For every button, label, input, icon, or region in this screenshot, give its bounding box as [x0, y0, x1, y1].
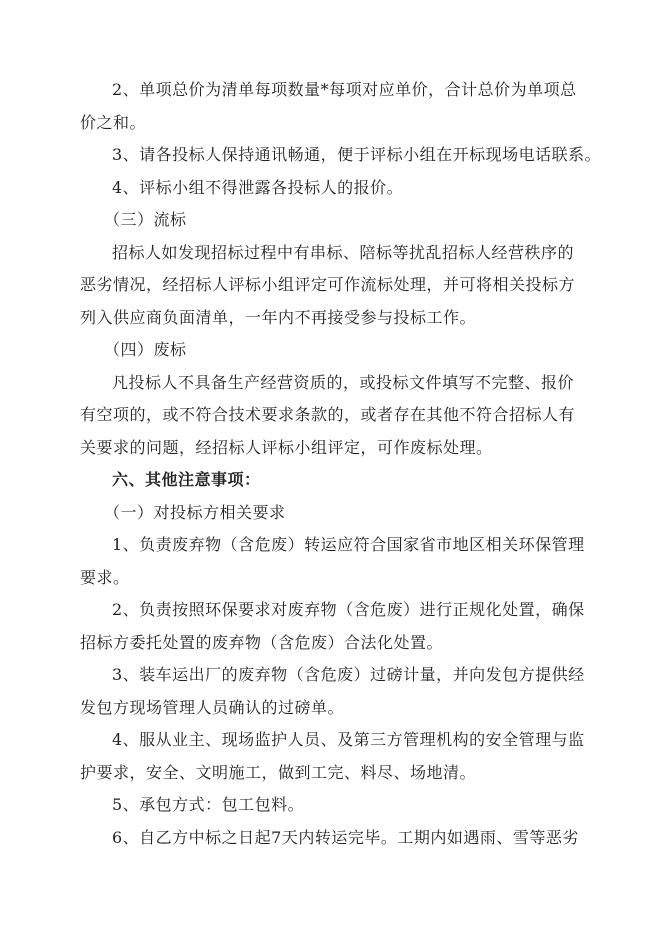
- req-1: [80, 529, 585, 594]
- req-5: [80, 789, 566, 822]
- section-3-heading: [80, 204, 566, 237]
- text-line: 6、自乙方中标之日起7天内转运完毕。工期内如遇雨、雪等恶劣: [112, 827, 579, 847]
- text-line: 3、装车运出厂的废弃物（含危废）过磅计量，并向发包方提供经: [112, 665, 585, 684]
- failed-bid-paragraph: [80, 237, 576, 335]
- text-line: 凡投标人不具备生产经营资质的，或投标文件填写不完整、报价: [112, 372, 575, 392]
- req-3: [80, 659, 585, 724]
- text-line: 2、负责按照环保要求对废弃物（含危废）进行正规化处置，确保: [112, 600, 585, 619]
- req-2: [80, 594, 585, 659]
- text-line: （一）对投标方相关要求: [104, 502, 286, 522]
- text-line: 要求。: [80, 567, 130, 587]
- text-line: （四）废标: [104, 340, 187, 359]
- req-6: [80, 822, 579, 855]
- text-line: 恶劣情况，经招标人评标小组评定可作流标处理，并可将相关投标方: [80, 275, 576, 294]
- section-4-heading: [80, 334, 566, 367]
- document-page: [80, 74, 602, 854]
- text-line: 护要求，安全、文明施工，做到工完、料尽、场地清。: [80, 762, 477, 782]
- text-line: 4、评标小组不得泄露各投标人的报价。: [112, 177, 404, 197]
- item-4-confidentiality: [80, 172, 566, 205]
- text-line: 2、单项总价为清单每项数量*每项对应单价，合计总价为单项总: [112, 80, 577, 99]
- chapter-6-heading: [80, 464, 566, 497]
- item-2-total-price: [80, 74, 577, 139]
- text-line: 六、其他注意事项：: [112, 470, 261, 489]
- subsection-1-heading: [80, 497, 566, 530]
- text-line: 关要求的问题，经招标人评标小组评定，可作废标处理。: [80, 437, 493, 457]
- text-line: （三）流标: [104, 210, 187, 229]
- text-line: 1、负责废弃物（含危废）转运应符合国家省市地区相关环保管理: [112, 535, 585, 554]
- text-line: 招标人如发现招标过程中有串标、陪标等扰乱招标人经营秩序的: [112, 242, 575, 262]
- invalid-bid-paragraph: [80, 367, 576, 465]
- text-line: 3、请各投标人保持通讯畅通，便于评标小组在开标现场电话联系。: [112, 145, 602, 164]
- text-line: 发包方现场管理人员确认的过磅单。: [80, 697, 345, 717]
- text-line: 招标方委托处置的废弃物（含危废）合法化处置。: [80, 632, 444, 652]
- item-3-communication: [80, 139, 602, 172]
- text-line: 4、服从业主、现场监护人员、及第三方管理机构的安全管理与监: [112, 730, 585, 749]
- req-4: [80, 724, 585, 789]
- text-line: 列入供应商负面清单，一年内不再接受参与投标工作。: [80, 307, 477, 327]
- text-line: 有空项的，或不符合技术要求条款的，或者存在其他不符合招标人有: [80, 405, 576, 424]
- text-line: 5、承包方式：包工包料。: [112, 795, 305, 814]
- text-line: 价之和。: [80, 112, 147, 132]
